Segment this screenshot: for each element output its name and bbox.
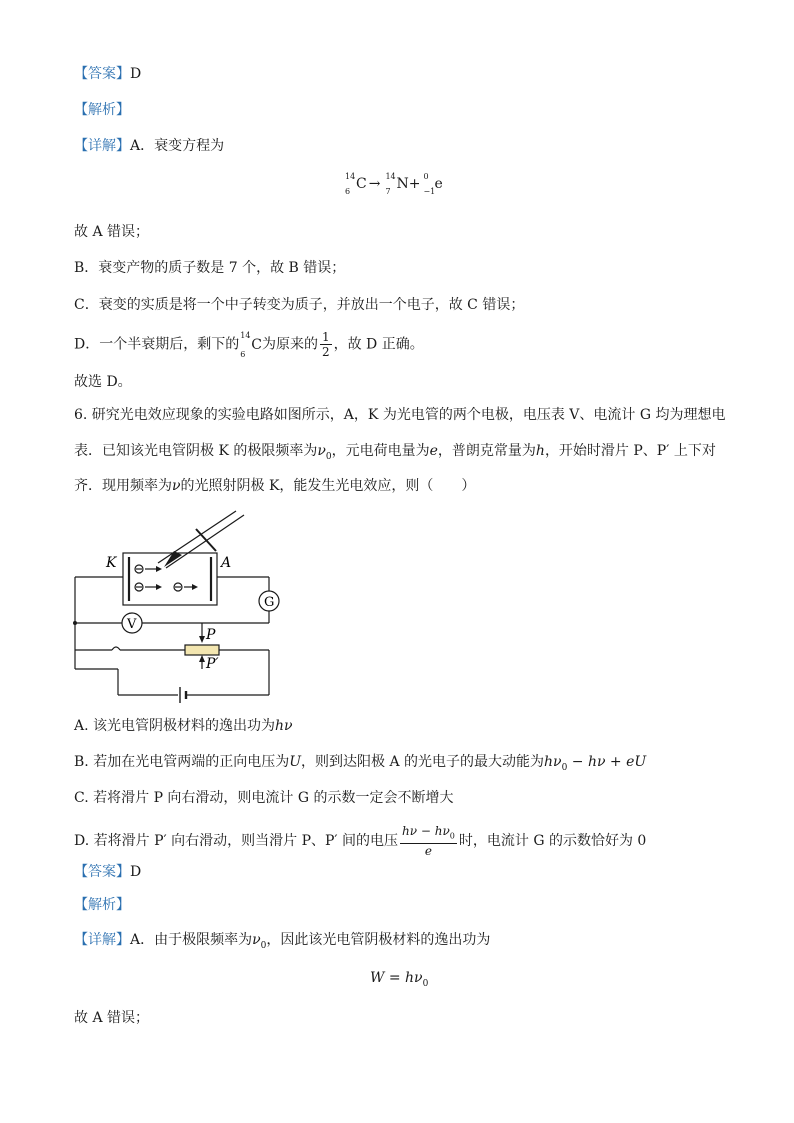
- analysis-line-q6: 【解析】: [74, 897, 130, 913]
- option-a[interactable]: A. 该光电管阴极材料的逸出功为hν: [74, 718, 293, 734]
- work-function-equation: $W = h\nu_0$: [370, 970, 429, 989]
- detail-d: D．一个半衰期后，剩下的 14 6 C为原来的 $\frac{1}{2}$ ，故 D 正确。: [74, 330, 424, 359]
- detail-c: C．衰变的实质是将一个中子转变为质子，并放出一个电子，故 C 错误；: [74, 297, 525, 313]
- label-g: G: [264, 595, 275, 610]
- analysis-line-q5: [74, 100, 130, 120]
- detail-a-text: A．衰变方程为: [130, 138, 225, 154]
- option-d[interactable]: D. 若将滑片 P′ 向右滑动，则当滑片 P、P′ 间的电压 $\frac{h\nu - h\nu_0}{e}$ 时，电流计 G 的示数恰好为 0: [74, 824, 647, 859]
- final-choice: 故选 D。: [74, 374, 132, 390]
- q6-stem-line2: 表．已知该光电管阴极 K 的极限频率为$\nu_0$，元电荷电量为e，普朗克常量为h，开始时滑片 P、P′ 上下对: [74, 443, 716, 462]
- detail-b: B．衰变产物的质子数是 7 个，故 B 错误；: [74, 260, 346, 276]
- answer-tag: 【答案】: [74, 66, 130, 82]
- label-a: A: [221, 555, 232, 571]
- detail-a-intro: [74, 136, 224, 156]
- label-k: K: [106, 555, 117, 571]
- label-p-prime: P′: [206, 656, 219, 672]
- label-p: P: [206, 627, 216, 643]
- q6-stem-line1: 6. 研究光电效应现象的实验电路如图所示，A，K 为光电管的两个电极，电压表 V、电流计 G 均为理想电: [74, 407, 726, 423]
- decay-equation: 14 6 C → 14 7 N+ 0 −1 e: [345, 172, 443, 196]
- option-c[interactable]: C. 若将滑片 P 向右滑动，则电流计 G 的示数一定会不断增大: [74, 790, 454, 806]
- q6-detail-a: 【详解】A．由于极限频率为$\nu_0$，因此该光电管阴极材料的逸出功为: [74, 932, 491, 951]
- analysis-tag: 【解析】: [74, 102, 130, 118]
- option-b[interactable]: B. 若加在光电管两端的正向电压为U，则到达阳极 A 的光电子的最大动能为$h\nu_0 - h\nu$ + eU: [74, 754, 647, 773]
- answer-value: D: [130, 66, 142, 82]
- voltage-fraction: $\frac{h\nu - h\nu_0}{e}$: [402, 824, 455, 859]
- detail-tag: 【详解】: [74, 138, 130, 154]
- label-v: V: [127, 617, 137, 632]
- q6-detail-a-conclusion: 故 A 错误；: [74, 1010, 150, 1026]
- answer-line-q6: 【答案】D: [74, 864, 142, 880]
- circuit-diagram: [70, 505, 280, 705]
- detail-a-conclusion: 故 A 错误；: [74, 224, 150, 240]
- answer-line-q5: [74, 64, 141, 84]
- half-fraction: $\frac{1}{2}$: [321, 330, 330, 359]
- q6-stem-line3: 齐．现用频率为ν的光照射阴极 K，能发生光电效应，则（ ）: [74, 478, 476, 494]
